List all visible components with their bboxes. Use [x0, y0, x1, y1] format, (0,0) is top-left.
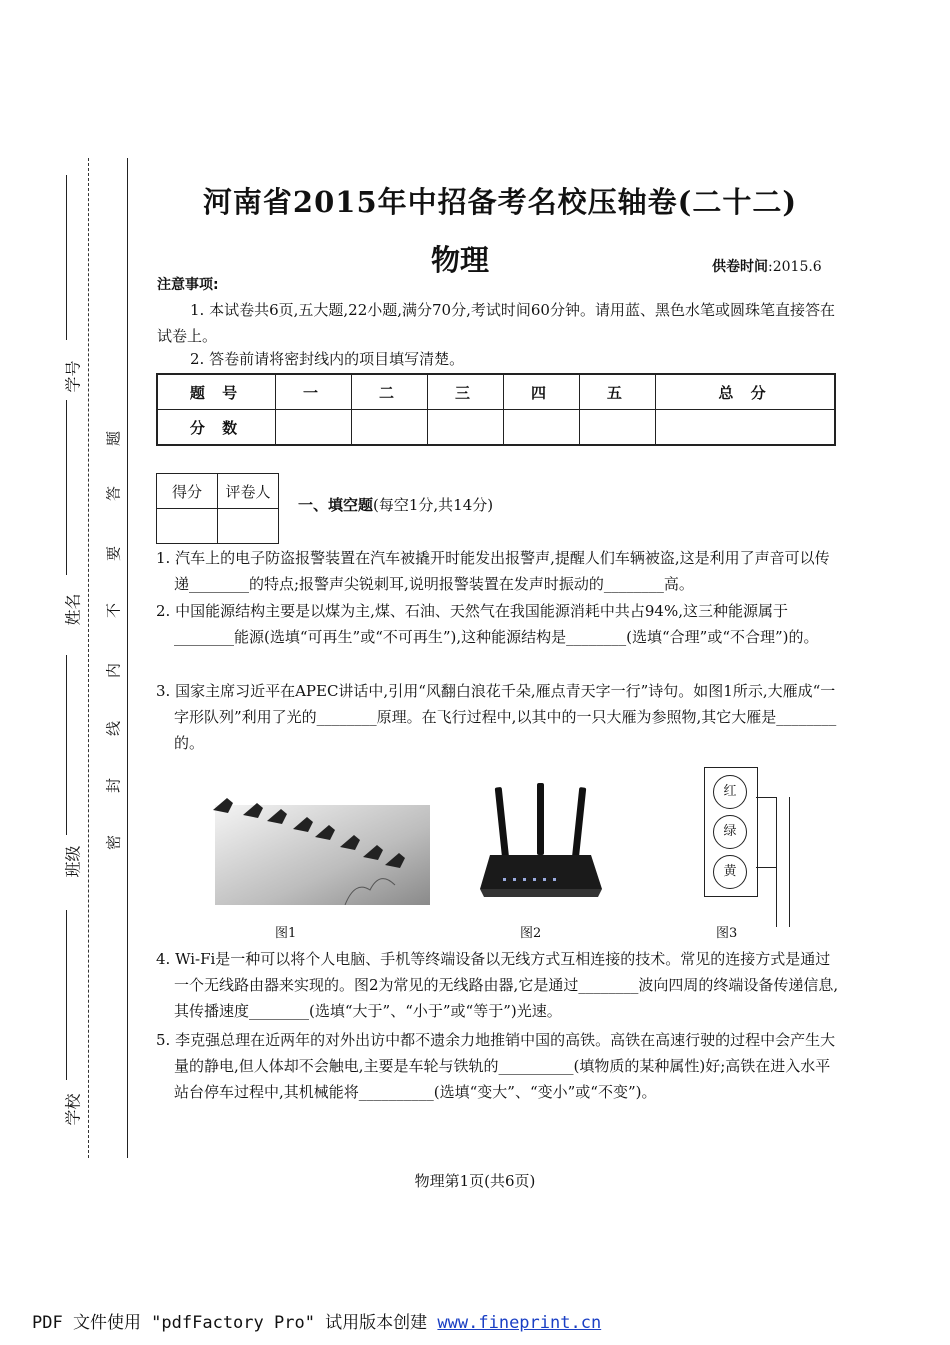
score-header-cell: 题 号	[157, 374, 276, 410]
seal-char: 要	[104, 546, 123, 562]
fineprint-link[interactable]: www.fineprint.cn	[437, 1313, 602, 1333]
seal-char: 答	[104, 486, 123, 502]
score-cell[interactable]	[351, 410, 427, 446]
exam-title: 河南省2015年中招备考名校压轴卷(二十二)	[202, 185, 798, 219]
yellow-light: 黄	[713, 855, 747, 889]
question-5: 5. 李克强总理在近两年的对外出访中都不遗余力地推销中国的高铁。高铁在高速行驶的过程中会产生大量的静电,但人体却不会触电,主要是车轮与铁轨的__________(填物质的某种属性)好;高铁在进入水平站台停车过程中,其机械能将__________(选填“变大”、“变小”或“不变”)。	[156, 1031, 836, 1101]
school-underline	[66, 910, 67, 1080]
section-title-text: 一、填空题	[298, 496, 374, 514]
issue-date	[712, 256, 822, 276]
question-2: 2. 中国能源结构主要是以煤为主,煤、石油、天然气在我国能源消耗中共占94%,这三种能源属于________能源(选填“可再生”或“不可再生”),这种能源结构是________(选填“合理”或“不合理”)的。	[156, 602, 819, 646]
notice-item: 1. 本试卷共6页,五大题,22小题,满分70分,考试时间60分钟。请用蓝、黑色水笔或圆珠笔直接答在试卷上。	[157, 301, 835, 345]
figure-3-caption: 图3	[716, 926, 738, 941]
green-light: 绿	[713, 815, 747, 849]
score-header-cell: 总 分	[655, 374, 835, 410]
seal-solid-line	[127, 158, 128, 1158]
seal-char: 封	[104, 778, 123, 794]
grader-name-label: 评卷人	[218, 474, 279, 509]
grader-score-label: 得分	[157, 474, 218, 509]
seal-char: 内	[104, 663, 123, 679]
score-header-cell: 三	[427, 374, 503, 410]
score-cell[interactable]	[503, 410, 579, 446]
pdf-watermark	[32, 1308, 601, 1333]
issue-date-value: :2015.6	[768, 259, 822, 275]
figure-1-caption: 图1	[275, 926, 297, 941]
student-id-label: 学号	[63, 360, 83, 393]
question-4: 4. Wi-Fi是一种可以将个人电脑、手机等终端设备以无线方式互相连接的技术。常见的连接方式是通过一个无线路由器来实现的。图2为常见的无线路由器,它是通过________波向四周的终端设备传递信息,其传播速度________(选填“大于”、“小于”或“等于”)光速。	[156, 950, 839, 1020]
notice-item: 2. 答卷前请将密封线内的项目填写清楚。	[190, 350, 465, 368]
notice-heading: 注意事项:	[157, 277, 219, 293]
seal-char: 密	[104, 835, 123, 851]
figure-1-geese-image	[205, 785, 430, 905]
seal-char: 线	[104, 721, 123, 737]
figure-3-traffic-light	[700, 767, 792, 932]
class-underline	[66, 655, 67, 835]
section-title-note: (每空1分,共14分)	[373, 496, 494, 514]
score-row-label: 分 数	[157, 410, 276, 446]
score-cell[interactable]	[655, 410, 835, 446]
question-1: 1. 汽车上的电子防盗报警装置在汽车被撬开时能发出报警声,提醒人们车辆被盗,这是利用了声音可以传递________的特点;报警声尖锐刺耳,说明报警装置在发声时振动的________高。	[156, 549, 830, 593]
issue-date-label: 供卷时间	[712, 259, 768, 275]
class-label: 班级	[63, 845, 83, 878]
figure-2-router-image	[478, 783, 603, 903]
red-light: 红	[713, 775, 747, 809]
section-title	[298, 494, 493, 515]
grader-score-cell[interactable]	[157, 509, 218, 544]
score-header-cell: 五	[579, 374, 655, 410]
name-underline	[66, 400, 67, 575]
grader-box	[156, 473, 279, 544]
score-cell[interactable]	[276, 410, 352, 446]
score-cell[interactable]	[427, 410, 503, 446]
fold-dashed-line	[88, 158, 89, 1158]
page-footer: 物理第1页(共6页)	[414, 1172, 536, 1190]
subject-title: 物理	[430, 243, 489, 277]
score-table	[156, 373, 836, 446]
grader-name-cell[interactable]	[218, 509, 279, 544]
question-3: 3. 国家主席习近平在APEC讲话中,引用“风翻白浪花千朵,雁点青天字一行”诗句。如图1所示,大雁成“一字形队列”利用了光的________原理。在飞行过程中,以其中的一只大雁为参照物,其它大雁是________的。	[156, 682, 837, 752]
figure-2-caption: 图2	[520, 926, 542, 941]
name-label: 姓名	[63, 593, 83, 626]
school-label: 学校	[63, 1093, 83, 1126]
student-id-underline	[66, 175, 67, 340]
pdf-watermark-text: PDF 文件使用 "pdfFactory Pro" 试用版本创建	[32, 1313, 428, 1333]
seal-char: 题	[104, 431, 123, 447]
seal-char: 不	[104, 603, 123, 619]
score-header-cell: 四	[503, 374, 579, 410]
score-header-cell: 二	[351, 374, 427, 410]
score-header-cell: 一	[276, 374, 352, 410]
score-cell[interactable]	[579, 410, 655, 446]
